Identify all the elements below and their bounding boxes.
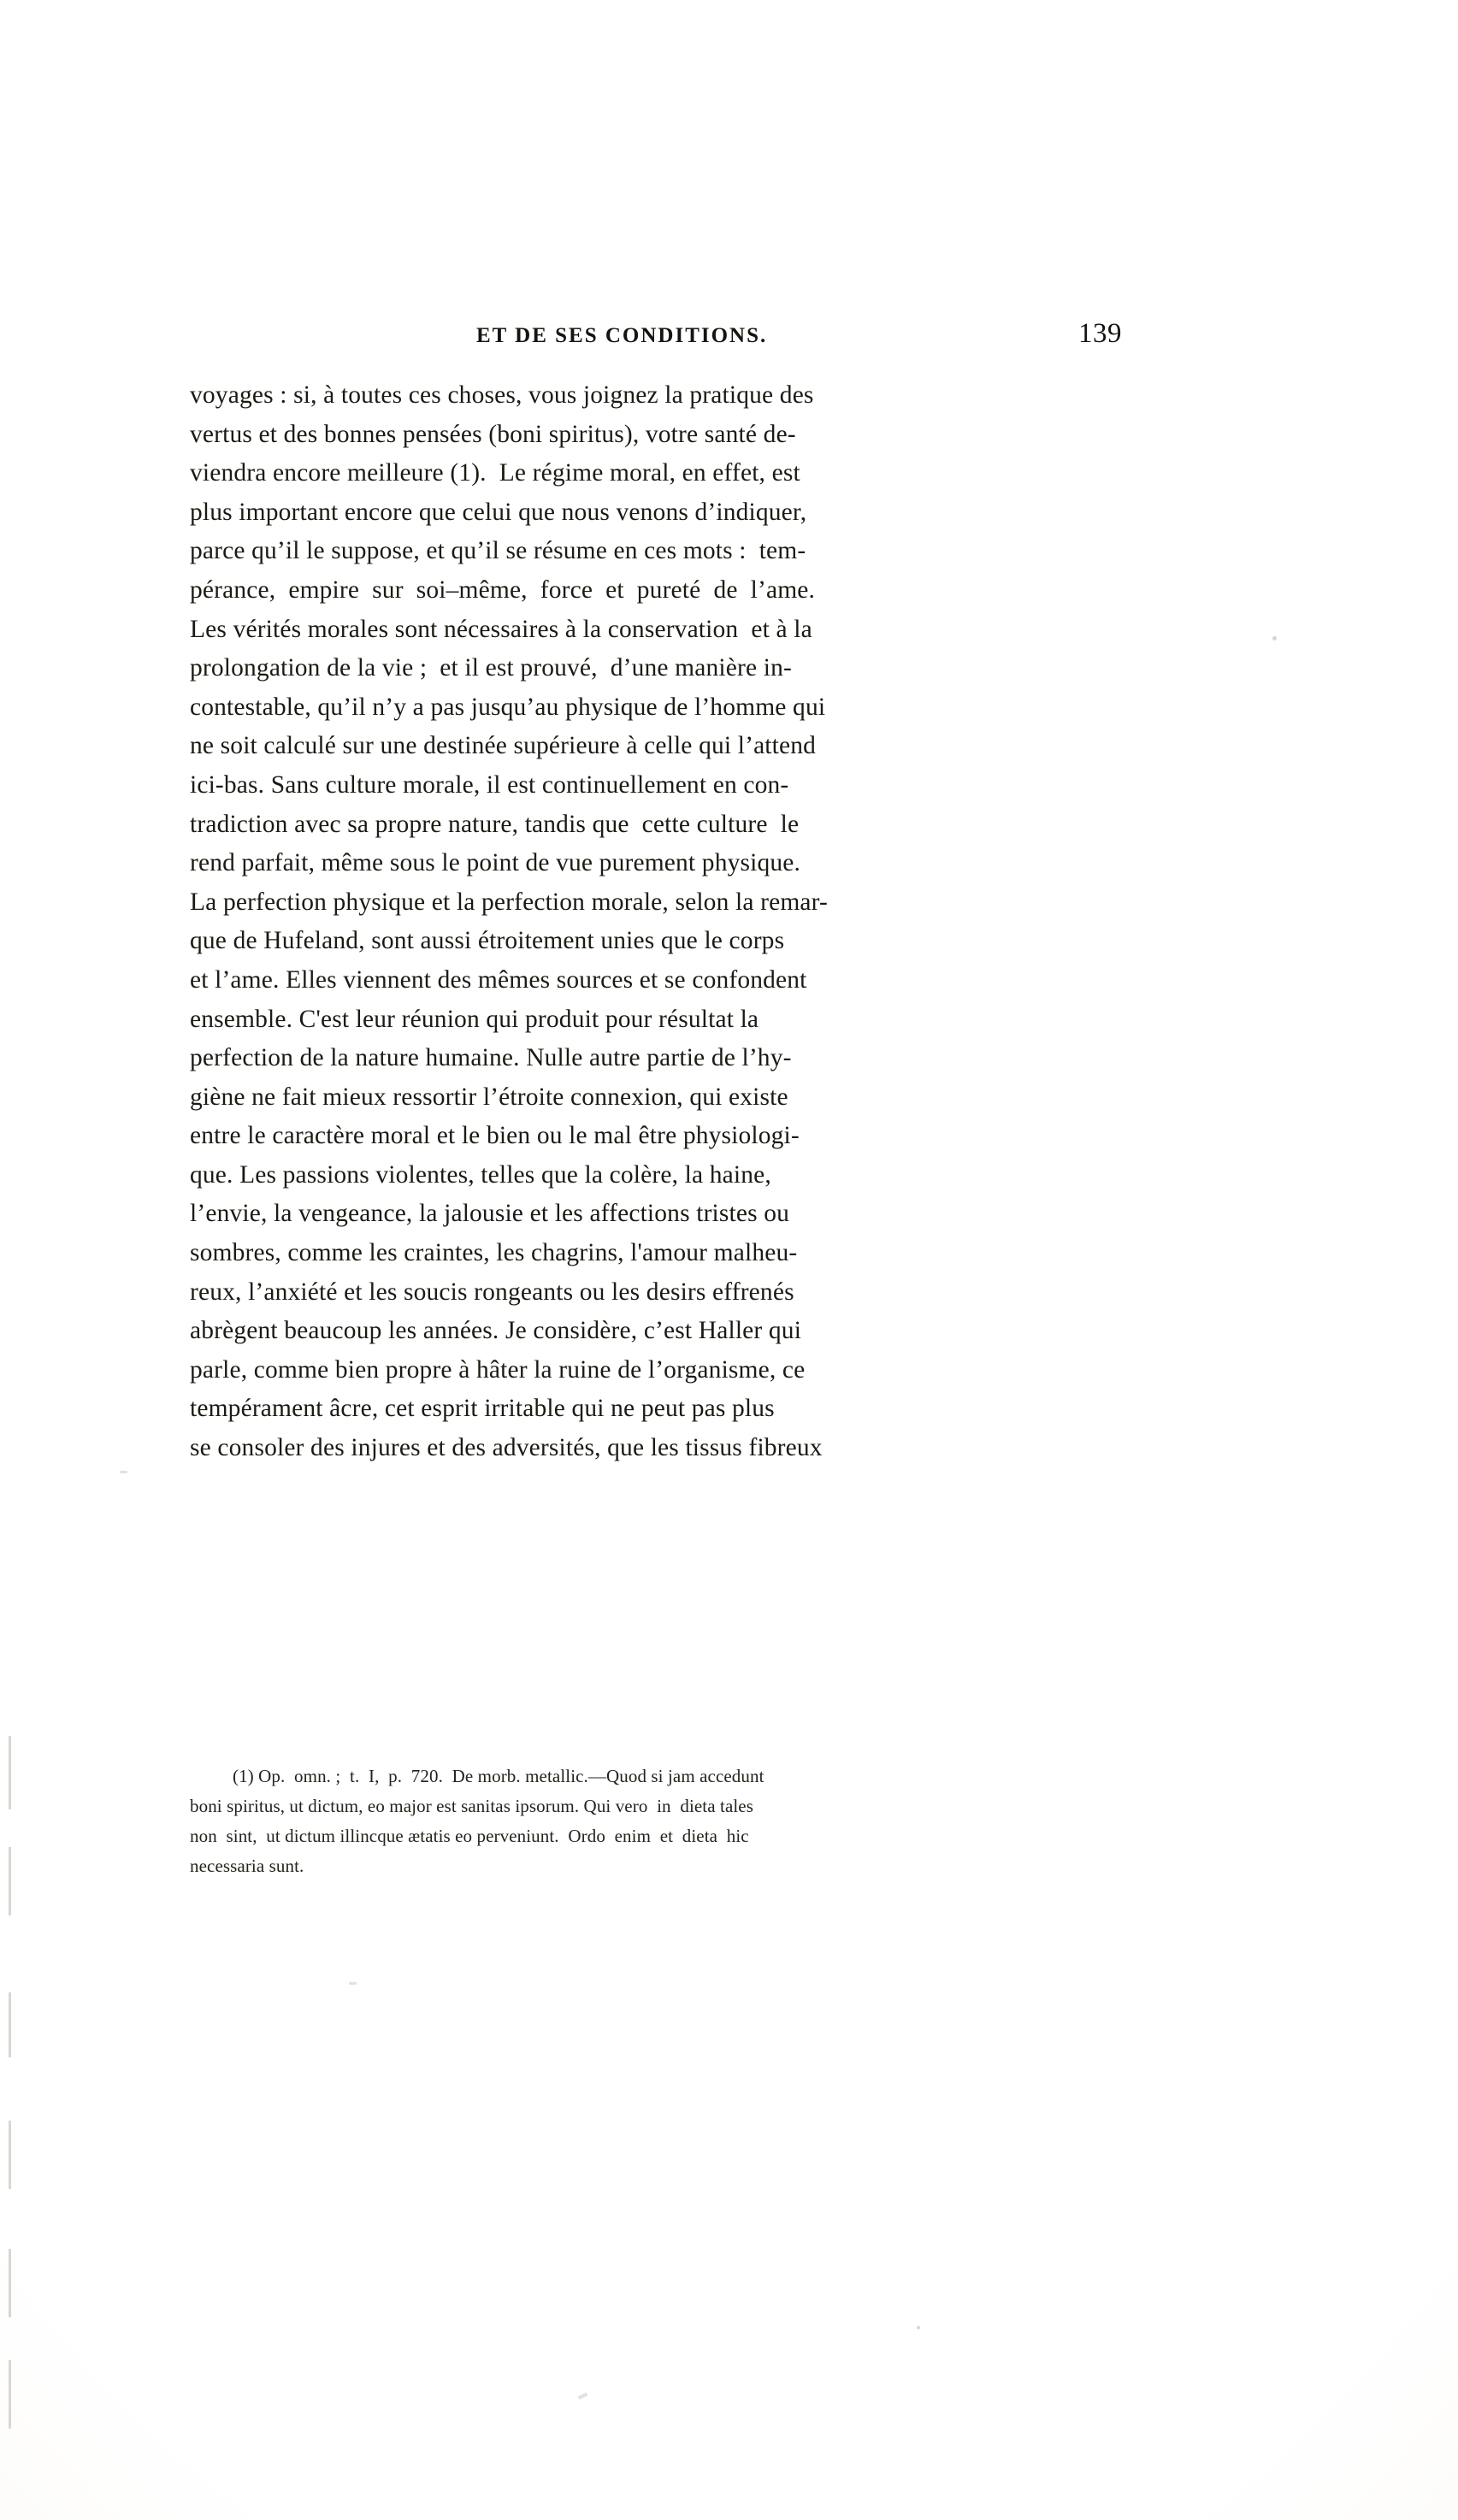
body-line: plus important encore que celui que nous venons d’indiquer, — [190, 498, 807, 526]
binding-mark — [9, 2121, 11, 2189]
body-line: que de Hufeland, sont aussi étroitement unies que le corps — [190, 927, 785, 955]
binding-mark — [9, 2360, 11, 2429]
footnote-line: necessaria sunt. — [190, 1856, 304, 1876]
body-line: parle, comme bien propre à hâter la ruine de l’organisme, ce — [190, 1355, 806, 1384]
binding-mark — [9, 1736, 11, 1809]
scan-speck — [917, 2326, 920, 2329]
footnote-line: (1) Op. omn. ; t. I, p. 720. De morb. metallic.—Quod si jam accedunt — [233, 1766, 764, 1786]
body-line: La perfection physique et la perfection morale, selon la remar- — [190, 888, 829, 916]
body-line: se consoler des injures et des adversités, que les tissus fibreux — [190, 1434, 823, 1462]
footnote — [190, 1762, 1122, 1881]
running-head — [190, 318, 1122, 350]
footnote-line: boni spiritus, ut dictum, eo major est sanitas ipsorum. Qui vero in dieta tales — [190, 1796, 753, 1816]
body-line: prolongation de la vie ; et il est prouvé, d’une manière in- — [190, 654, 792, 682]
body-line: pérance, empire sur soi–même, force et pureté de l’ame. — [190, 575, 816, 604]
body-line: tempérament âcre, cet esprit irritable qui ne peut pas plus — [190, 1395, 775, 1423]
body-line: tradiction avec sa propre nature, tandis que cette culture le — [190, 810, 800, 838]
body-line: Les vérités morales sont nécessaires à la conservation et à la — [190, 615, 812, 643]
body-line: et l’ame. Elles viennent des mêmes sources et se confondent — [190, 965, 807, 994]
body-line: rend parfait, même sous le point de vue purement physique. — [190, 849, 801, 877]
running-head-title: ET DE SES CONDITIONS. — [476, 324, 768, 347]
body-line: perfection de la nature humaine. Nulle autre partie de l’hy- — [190, 1044, 792, 1072]
body-line: reux, l’anxiété et les soucis rongeants ou les desirs effrenés — [190, 1278, 794, 1306]
binding-mark — [9, 1847, 11, 1915]
body-text — [190, 376, 1122, 1468]
footnote-line: non sint, ut dictum illincque ætatis eo perveniunt. Ordo enim et dieta hic — [190, 1826, 749, 1846]
scan-speck — [349, 1982, 357, 1985]
body-line: ensemble. C'est leur réunion qui produit pour résultat la — [190, 1005, 759, 1033]
body-line: l’envie, la vengeance, la jalousie et les affections tristes ou — [190, 1200, 790, 1228]
scan-speck — [1272, 636, 1277, 640]
body-line: viendra encore meilleure (1). Le régime moral, en effet, est — [190, 459, 800, 487]
body-line: ici-bas. Sans culture morale, il est continuellement en con- — [190, 770, 789, 799]
page-number: 139 — [1078, 318, 1122, 349]
body-line: giène ne fait mieux ressortir l’étroite connexion, qui existe — [190, 1083, 788, 1111]
body-line: contestable, qu’il n’y a pas jusqu’au physique de l’homme qui — [190, 693, 826, 721]
body-line: abrègent beaucoup les années. Je considère, c’est Haller qui — [190, 1317, 802, 1345]
binding-mark — [9, 2249, 11, 2317]
scan-speck — [120, 1471, 127, 1473]
body-line: voyages : si, à toutes ces choses, vous joignez la pratique des — [190, 381, 814, 409]
body-line: entre le caractère moral et le bien ou le mal être physiologi- — [190, 1122, 800, 1150]
scan-speck — [578, 2393, 588, 2399]
body-line: parce qu’il le suppose, et qu’il se résume en ces mots : tem- — [190, 537, 806, 565]
binding-mark — [9, 1992, 11, 2057]
body-line: sombres, comme les craintes, les chagrins, l'amour malheu- — [190, 1239, 798, 1267]
body-line: que. Les passions violentes, telles que la colère, la haine, — [190, 1160, 771, 1189]
body-line: ne soit calculé sur une destinée supérieure à celle qui l’attend — [190, 732, 817, 760]
body-line: vertus et des bonnes pensées (boni spiritus), votre santé de- — [190, 420, 796, 448]
